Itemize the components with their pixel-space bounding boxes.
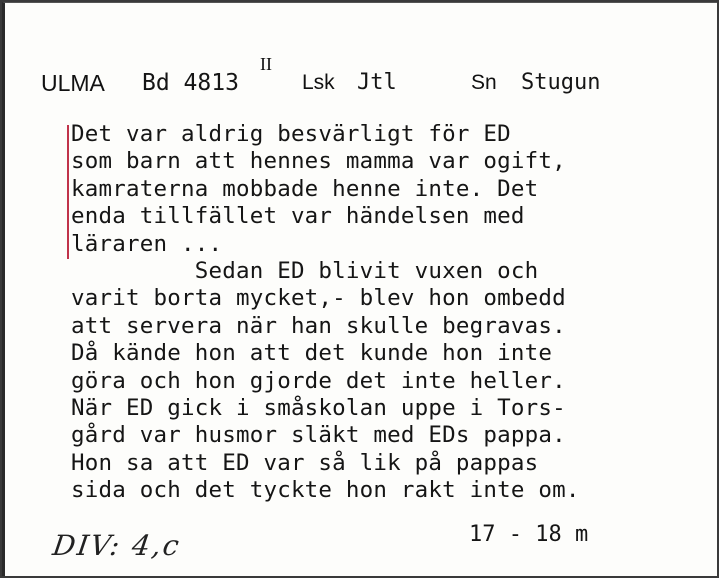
text-line: enda tillfället var händelsen med [71,203,525,230]
text-line: Det var aldrig besvärligt för ED [71,121,511,147]
margin-rule [67,125,69,259]
socken-value: Stugun [521,70,601,95]
record-suffix: II [260,54,272,74]
text-line: När ED gick i småskolan uppe i Tors- [71,394,566,421]
text-line: sida och det tyckte hon rakt inte om. [71,477,580,504]
handwritten-classification: DIV: 4,c [50,529,183,562]
landskap-label: Lsk [302,71,335,94]
card-header [5,54,719,103]
archive-name: ULMA [41,70,105,96]
card-text [71,121,701,504]
record-number: Bd 4813 [142,70,239,96]
text-line: gård var husmor släkt med EDs pappa. [71,422,566,449]
landskap-value: Jtl [357,70,397,95]
text-line: att servera när han skulle begravas. [71,312,566,339]
text-line: läraren ... [71,230,223,257]
text-line: göra och hon gjorde det inte heller. [71,367,566,394]
text-line: Då kände hon att det kunde hon inte [71,340,553,367]
index-card [2,2,717,576]
text-line: varit borta mycket,- blev hon ombedd [71,285,566,312]
text-line: Sedan ED blivit vuxen och [71,257,539,284]
text-line: kamraterna mobbade henne inte. Det [71,175,539,202]
socken-label: Sn [471,71,497,94]
text-line: Hon sa att ED var så lik på pappas [71,449,539,476]
text-line: som barn att hennes mamma var ogift, [71,148,566,175]
informant-age: 17 - 18 m [469,522,589,547]
